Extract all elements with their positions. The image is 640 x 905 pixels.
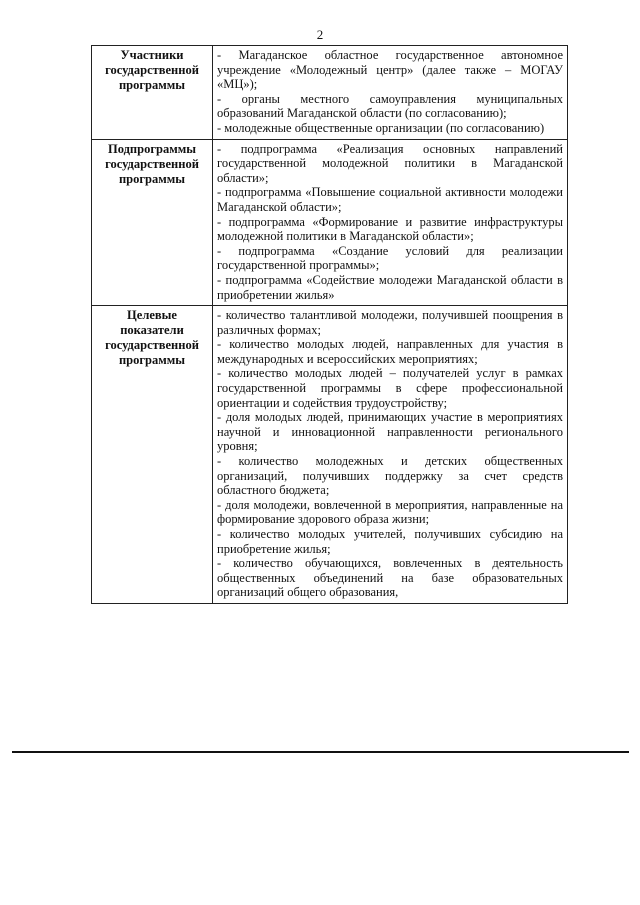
list-item: - количество молодых людей – получателей услуг в рамках государственной программы в сфере профессиональной ориентации и содействия трудоустройству;	[217, 366, 563, 410]
table-row-subprograms	[92, 139, 568, 306]
list-item: - количество молодежных и детских общественных организаций, получивших поддержку за счет средств областного бюджета;	[217, 454, 563, 498]
row-label: Участники государственной программы	[92, 46, 213, 140]
list-item: - подпрограмма «Создание условий для реализации государственной программы»;	[217, 243, 563, 273]
list-item: - Магаданское областное государственное автономное учреждение «Молодежный центр» (далее также – МОГАУ «МЦ»);	[217, 48, 563, 92]
row-label: Подпрограммы государственной программы	[92, 139, 213, 306]
list-item: - количество талантливой молодежи, получившей поощрения в различных формах;	[217, 308, 563, 337]
row-content	[213, 139, 568, 306]
list-item: - подпрограмма «Формирование и развитие инфраструктуры молодежной политики в Магаданской области»;	[217, 214, 563, 244]
list-item: - органы местного самоуправления муниципальных образований Магаданской области (по согласованию);	[217, 91, 563, 121]
list-item: - доля молодежи, вовлеченной в мероприятия, направленные на формирование здорового образа жизни;	[217, 497, 563, 527]
row-content	[213, 306, 568, 604]
list-item: - количество обучающихся, вовлеченных в деятельность общественных объединений на базе образовательных организаций общего образования,	[217, 556, 563, 600]
list-item: - количество молодых учителей, получивших субсидию на приобретение жилья;	[217, 527, 563, 556]
row-content	[213, 46, 568, 140]
table-row-participants	[92, 46, 568, 140]
list-item: - доля молодых людей, принимающих участие в мероприятиях научной и инновационной направленности регионального уровня;	[217, 410, 563, 454]
list-item: - молодежные общественные организации (по согласованию)	[217, 120, 545, 135]
list-item: - подпрограмма «Содействие молодежи Магаданской области в приобретении жилья»	[217, 272, 563, 302]
program-passport-table	[91, 45, 568, 604]
horizontal-rule	[12, 751, 629, 753]
table-row-indicators	[92, 306, 568, 604]
list-item: - количество молодых людей, направленных для участия в международных и всероссийских мероприятиях;	[217, 337, 563, 366]
list-item: - подпрограмма «Реализация основных направлений государственной молодежной политики в Магаданской области»;	[217, 141, 563, 185]
page-number: 2	[316, 27, 324, 42]
list-item: - подпрограмма «Повышение социальной активности молодежи Магаданской области»;	[217, 185, 563, 214]
row-label: Целевые показатели государственной программы	[92, 306, 213, 604]
